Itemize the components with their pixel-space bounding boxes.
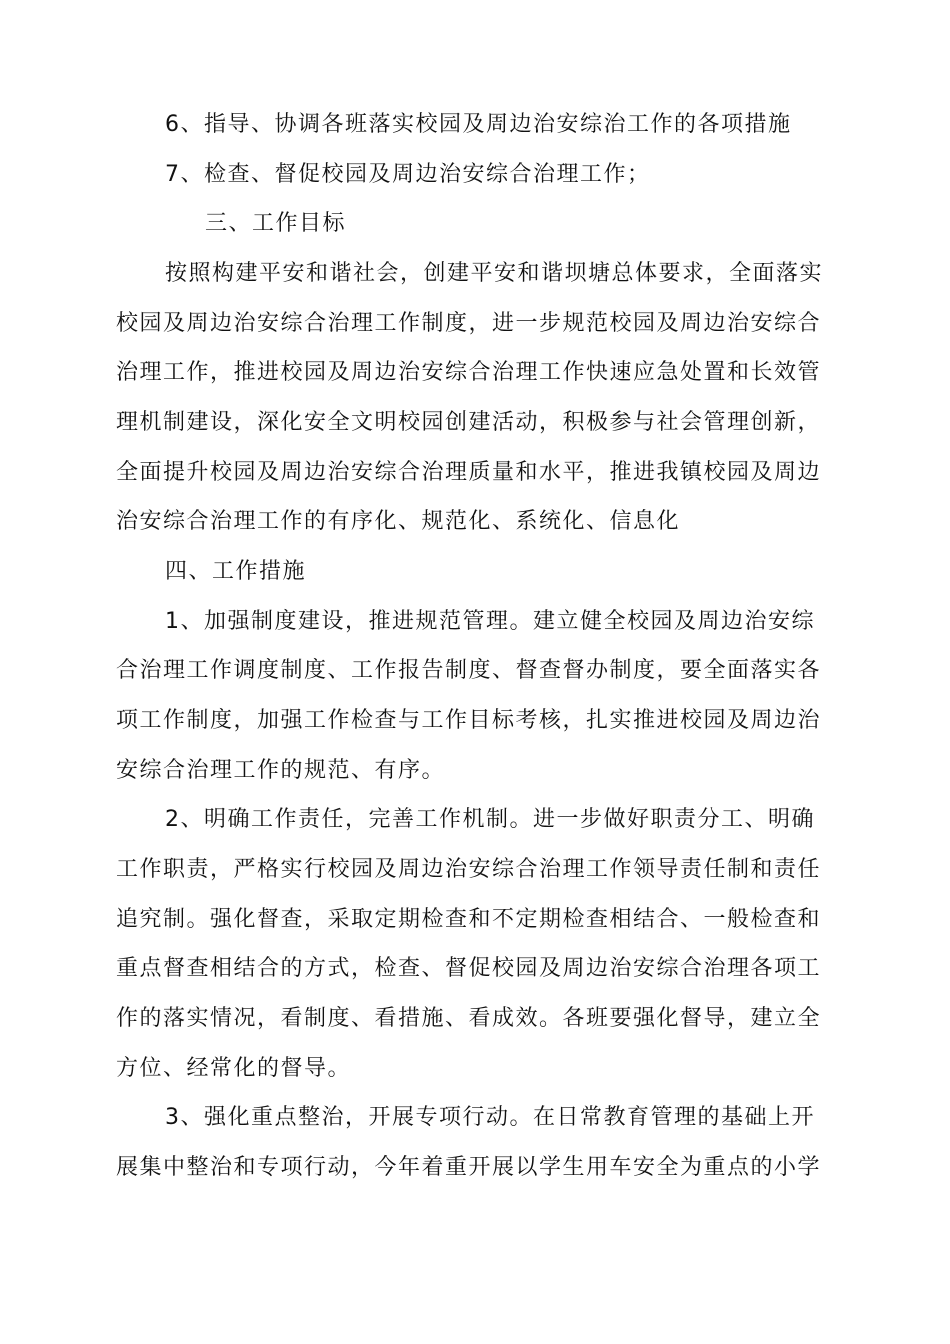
measure-2-line: 追究制。强化督查，采取定期检查和不定期检查相结合、一般检查和 — [116, 907, 822, 932]
paragraph-line-6: 6、指导、协调各班落实校园及周边治安综治工作的各项措施 — [165, 112, 792, 137]
goals-paragraph-line: 校园及周边治安综合治理工作制度，进一步规范校园及周边治安综合 — [116, 311, 822, 336]
goals-paragraph-line: 按照构建平安和谐社会，创建平安和谐坝塘总体要求，全面落实 — [165, 261, 824, 286]
measure-1-line: 项工作制度，加强工作检查与工作目标考核，扎实推进校园及周边治 — [116, 708, 822, 733]
measure-1-line: 安综合治理工作的规范、有序。 — [116, 758, 446, 783]
measure-3-line: 展集中整治和专项行动，今年着重开展以学生用车安全为重点的小学 — [116, 1155, 822, 1180]
measure-2-line: 作的落实情况，看制度、看措施、看成效。各班要强化督导，建立全 — [116, 1006, 822, 1031]
measure-3-line: 3、强化重点整治，开展专项行动。在日常教育管理的基础上开 — [165, 1105, 815, 1130]
goals-paragraph-line: 全面提升校园及周边治安综合治理质量和水平，推进我镇校园及周边 — [116, 460, 822, 485]
measure-1-line: 合治理工作调度制度、工作报告制度、督查督办制度，要全面落实各 — [116, 658, 822, 683]
goals-paragraph-line: 治理工作，推进校园及周边治安综合治理工作快速应急处置和长效管 — [116, 360, 822, 385]
section-heading-measures: 四、工作措施 — [165, 559, 307, 584]
measure-2-line: 2、明确工作责任，完善工作机制。进一步做好职责分工、明确 — [165, 807, 815, 832]
measure-1-line: 1、加强制度建设，推进规范管理。建立健全校园及周边治安综 — [165, 609, 815, 634]
goals-paragraph-line: 理机制建设，深化安全文明校园创建活动，积极参与社会管理创新， — [116, 410, 822, 435]
measure-2-line: 工作职责，严格实行校园及周边治安综合治理工作领导责任制和责任 — [116, 857, 822, 882]
measure-2-line: 方位、经常化的督导。 — [116, 1056, 352, 1081]
goals-paragraph-line: 治安综合治理工作的有序化、规范化、系统化、信息化 — [116, 509, 681, 534]
measure-2-line: 重点督查相结合的方式，检查、督促校园及周边治安综合治理各项工 — [116, 956, 822, 981]
section-heading-goals: 三、工作目标 — [205, 211, 347, 236]
paragraph-line-7: 7、检查、督促校园及周边治安综合治理工作； — [165, 162, 651, 187]
